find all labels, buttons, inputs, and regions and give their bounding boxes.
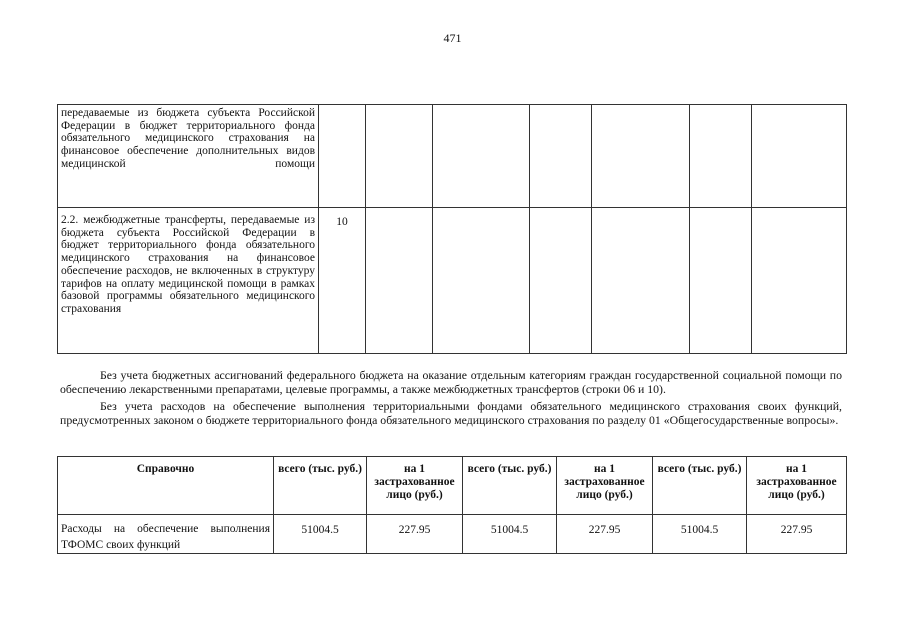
budget-table <box>57 104 847 354</box>
row-code: 10 <box>319 208 366 354</box>
table-cell <box>433 105 530 208</box>
table-cell <box>690 105 752 208</box>
value-per-insured: 227.95 <box>557 515 653 554</box>
footnote-1: Без учета бюджетных ассигнований федерального бюджета на оказание отдельным категориям граждан государственной социальной помощи по обеспечению лекарственными препаратами, целевые программы, а также межбюджетных трансфертов (строки 06 и 10). <box>60 368 842 396</box>
table-cell <box>592 208 690 354</box>
header-total: всего (тыс. руб.) <box>463 457 557 515</box>
header-total: всего (тыс. руб.) <box>274 457 367 515</box>
row-label: Расходы на обеспечение выполнения ТФОМС своих функций <box>58 515 274 554</box>
row-code <box>319 105 366 208</box>
row-description: 2.2. межбюджетные трансферты, передаваемые из бюджета субъекта Российской Федерации в бюджет территориального фонда обязательного медицинского страхования на финансовое обеспечение расходов, не включенных в структуру тарифов на оплату медицинской помощи в рамках базовой программы обязательного медицинского страхования <box>58 208 319 354</box>
table-row <box>58 105 847 208</box>
header-per-insured: на 1 застрахованное лицо (руб.) <box>367 457 463 515</box>
row-description: передаваемые из бюджета субъекта Российской Федерации в бюджет территориального фонда обязательного медицинского страхования на финансовое обеспечение дополнительных видов медицинской помощи <box>58 105 319 208</box>
table-row <box>58 515 847 554</box>
reference-table <box>57 456 847 554</box>
header-total: всего (тыс. руб.) <box>653 457 747 515</box>
header-per-insured: на 1 застрахованное лицо (руб.) <box>557 457 653 515</box>
header-per-insured: на 1 застрахованное лицо (руб.) <box>747 457 847 515</box>
value-total: 51004.5 <box>653 515 747 554</box>
page-number: 471 <box>443 31 462 45</box>
table-cell <box>433 208 530 354</box>
table-cell <box>752 105 847 208</box>
table-cell <box>366 105 433 208</box>
table-cell <box>366 208 433 354</box>
value-per-insured: 227.95 <box>747 515 847 554</box>
value-per-insured: 227.95 <box>367 515 463 554</box>
table-cell <box>592 105 690 208</box>
footnote-2: Без учета расходов на обеспечение выполнения территориальными фондами обязательного медицинского страхования своих функций, предусмотренных законом о бюджете территориального фонда обязательного медицинского страхования по разделу 01 «Общегосударственные вопросы». <box>60 399 842 427</box>
value-total: 51004.5 <box>274 515 367 554</box>
table-header-row <box>58 457 847 515</box>
header-reference: Справочно <box>58 457 274 515</box>
table-cell <box>690 208 752 354</box>
table-cell <box>530 105 592 208</box>
table-row <box>58 208 847 354</box>
table-cell <box>530 208 592 354</box>
value-total: 51004.5 <box>463 515 557 554</box>
table-cell <box>752 208 847 354</box>
